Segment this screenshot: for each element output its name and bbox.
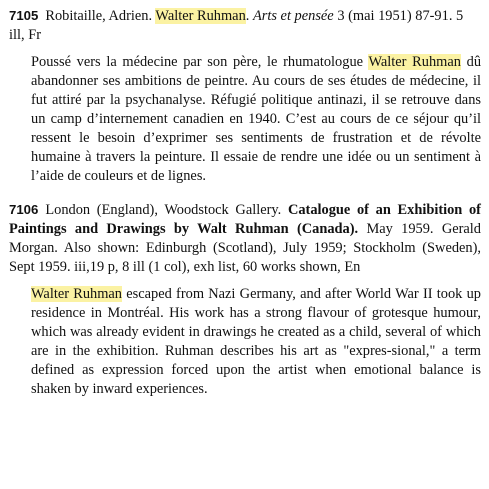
abstract-highlight: Walter Ruhman <box>31 286 123 302</box>
citation-7105: 7105 Robitaille, Adrien. Walter Ruhman. Arts et pensée 3 (mai 1951) 87-91. 5 ill, Fr <box>9 8 464 43</box>
abstract-7106 <box>31 285 481 399</box>
entry-7105 <box>9 6 481 186</box>
entry-number: 7105 <box>9 8 39 23</box>
entry-7106 <box>9 200 481 399</box>
abstract-highlight: Walter Ruhman <box>368 54 461 70</box>
entry-number: 7106 <box>9 202 39 217</box>
abstract-lead: Poussé vers la médecine par son père, le rhumatologue <box>31 54 364 70</box>
abstract-text: escaped from Nazi Germany, and after World War II took up residence in Montréal. His work has a strong flavour of grotesque humour, which was already evident in drawings he created as a child, several of which are in the exhibition. Ruhman describes his art as "expres-sional," a term defined as expression forced upon the artist when emotional balance is shaken by inward experiences. <box>31 286 481 397</box>
source-title: Arts et pensée <box>252 8 334 24</box>
title-highlight: Walter Ruhman <box>155 8 246 24</box>
citation-7106 <box>9 200 481 277</box>
author: Robitaille, Adrien. <box>45 8 153 24</box>
publication-details: May 1959. Gerald Morgan. Also shown: Edinburgh (Scotland), July 1959; Stockholm (Sweden), Sept 1959. iii,19 p, 8 ill (1 col), exh list, 60 works shown, En <box>9 221 481 275</box>
abstract-7105 <box>31 53 481 186</box>
source-details: 3 (mai 1951) 87-91. 5 ill, Fr <box>9 8 464 43</box>
abstract-text: dû abandonner ses ambitions de peintre. Au cours de ses études de médecine, il fut attiré par la psychanalyse. Réfugié politique antinazi, il se retrouve dans un camp d’internement canadien en 1940. C’est au cours de ce séjour qu’il ressent le besoin d’exprimer ses sentiments de frustration et de révolte humaine à travers la peinture. Il essaie de rendre une idée ou un sentiment à l’aide de couleurs et de lignes. <box>31 54 482 184</box>
catalogue-title: Catalogue of an Exhibition of Paintings and Drawings by Walt Ruhman (Canada). <box>9 202 481 237</box>
publisher: London (England), Woodstock Gallery. <box>45 202 282 218</box>
